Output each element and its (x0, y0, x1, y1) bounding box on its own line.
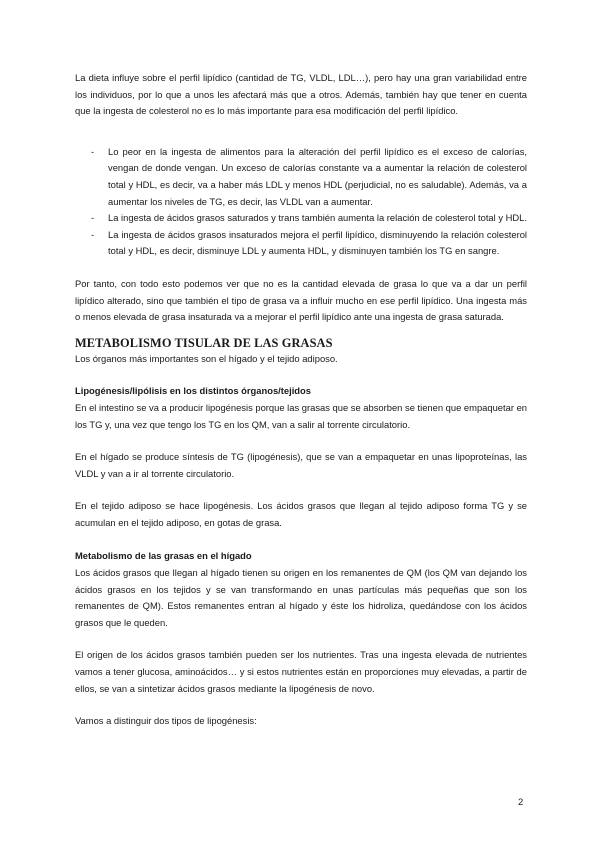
nutrients-paragraph: El origen de los ácidos grasos también pueden ser los nutrientes. Tras una ingesta elevada de nutrientes vamos a tener glucosa, aminoácidos… y si estos nutrientes están en proporciones muy elevadas, a partir de ellos, se van a sintetizar ácidos grasos mediante la lipogénesis de novo. (75, 649, 527, 694)
section-title: METABOLISMO TISULAR DE LAS GRASAS (75, 335, 333, 350)
chylomicron-remnants-paragraph: Los ácidos grasos que llegan al hígado tienen su origen en los remanentes de QM (los QM van dejando los ácidos grasos en los tejidos y se van transformando en unas partículas más pequeñas que son los remanentes de QM). Estos remanentes entran al hígado y éste los hidroliza, quedándose con los ácidos grasos que le queden. (75, 567, 527, 628)
list-item-text: Lo peor en la ingesta de alimentos para la alteración del perfil lipídico es el exceso de calorías, vengan de donde vengan. Un exceso de calorías constante va a aumentar la relación de colesterol total y HDL, es decir, va a haber más LDL y menos HDL (perjudicial, no es saludable). Además, va a aumentar los niveles de TG, es decir, las VLDL van a aumentar. (108, 145, 527, 207)
intestine-paragraph: En el intestino se va a producir lipogénesis porque las grasas que se absorben se tienen que empaquetar en los TG y, una vez que tengo los TG en los QM, van a salir al torrente circulatorio. (75, 401, 527, 430)
diet-effects-list (75, 144, 527, 260)
list-item-text: La ingesta de ácidos grasos insaturados mejora el perfil lipídico, disminuyendo la relación colesterol total y HDL, es decir, disminuye LDL y aumenta HDL, y disminuyen también los TG en sangre. (108, 228, 527, 257)
section-intro: Los órganos más importantes son el hígado y el tejido adiposo. (75, 352, 338, 364)
intro-paragraph: La dieta influye sobre el perfil lipídico (cantidad de TG, VLDL, LDL…), pero hay una gran variabilidad entre los individuos, por lo que a unos les afectará más que a otros. Además, también hay que tener en cuenta que la ingesta de colesterol no es lo más importante para esa modificación del perfil lipídico. (75, 72, 527, 117)
list-item-text: La ingesta de ácidos grasos saturados y trans también aumenta la relación de colesterol total y HDL. (108, 212, 527, 224)
bullet-dash: - (91, 212, 95, 224)
bullet-dash: - (91, 145, 95, 157)
page-number: 2 (518, 796, 524, 807)
liver-lipogenesis-paragraph: En el hígado se produce síntesis de TG (lipogénesis), que se van a empaquetar en unas lipoproteínas, las VLDL y van a ir al torrente circulatorio. (75, 451, 527, 479)
lipogenesis-types-paragraph: Vamos a distinguir dos tipos de lipogénesis: (75, 715, 257, 727)
liver-metabolism-heading: Metabolismo de las grasas en el hígado (75, 550, 252, 562)
document-page (75, 70, 527, 730)
conclusion-paragraph: Por tanto, con todo esto podemos ver que no es la cantidad elevada de grasa lo que va a dar un perfil lipídico alterado, sino que también el tipo de grasa va a influir mucho en ese perfil lipídico. Una ingesta más o menos elevada de grasa insaturada va a mejorar el perfil lipídico ante una ingesta de grasa saturada. (75, 277, 527, 323)
bullet-dash: - (91, 228, 95, 240)
lipogenesis-heading: Lipogénesis/lipólisis en los distintos órganos/tejidos (75, 385, 311, 397)
list-item (75, 210, 527, 227)
adipose-paragraph: En el tejido adiposo se hace lipogénesis. Los ácidos grasos que llegan al tejido adiposo forma TG y se acumulan en el tejido adiposo, en gotas de grasa. (75, 500, 527, 528)
list-item (75, 227, 527, 260)
list-item (75, 144, 527, 210)
